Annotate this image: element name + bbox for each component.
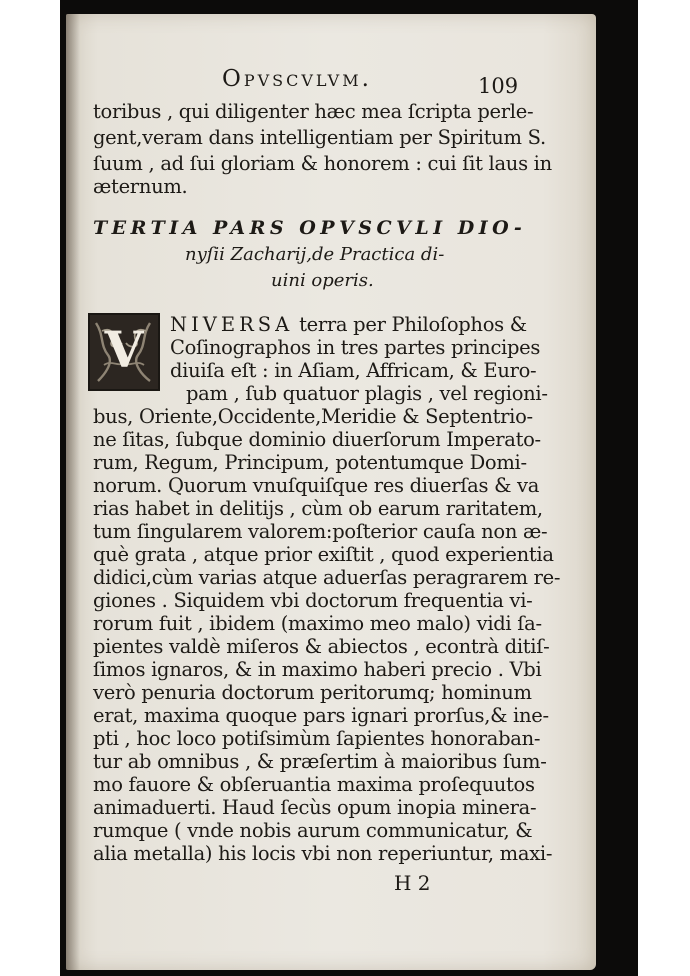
section-heading: TERTIA PARS OPVSCVLI DIO-	[93, 217, 527, 239]
text-line: toribus , qui diligenter hæc mea ſcripta perle-	[93, 100, 534, 123]
text-line: pientes valdè miſeros & abiectos , econtrà ditiſ-	[93, 635, 550, 658]
text-line: norum. Quorum vnuſquiſque res diuerſas & va	[93, 474, 540, 497]
text-line-tail: terra per Philoſophos &	[293, 313, 527, 336]
text-line: ſuum , ad ſui gloriam & honorem : cui ſit laus in	[93, 152, 552, 175]
text-line: bus, Oriente,Occidente,Meridie & Septentrio-	[93, 405, 533, 428]
text-line: rum, Regum, Principum, potentumque Domi-	[93, 451, 527, 474]
text-line: ne ſitas, ſubque dominio diuerſorum Imperato-	[93, 428, 541, 451]
section-heading: nyſii Zacharij,de Practica di-	[185, 244, 445, 265]
text-line: rias habet in delitijs , cùm ob earum raritatem,	[93, 497, 543, 520]
text-line: què grata , atque prior exiſtit , quod experientia	[93, 543, 554, 566]
decorated-initial	[88, 313, 160, 391]
text-line: giones . Siquidem vbi doctorum frequentia vi-	[93, 589, 533, 612]
text-line: verò penuria doctorum peritorumq; hominum	[93, 681, 532, 704]
gutter-shadow	[66, 14, 80, 970]
text-line: ſimos ignaros, & in maximo haberi precio . Vbi	[93, 658, 542, 681]
text-line: tur ab omnibus , & præſertim à maioribus ſum-	[93, 750, 547, 773]
text-line: diuiſa eſt : in Aſiam, Affricam, & Euro-	[170, 359, 537, 382]
text-line	[170, 313, 527, 336]
text-line: tum ſingularem valorem:poſterior cauſa non æ-	[93, 520, 548, 543]
text-line: rumque ( vnde nobis aurum communicatur, &	[93, 819, 533, 842]
text-line: pti , hoc loco potiſsimùm ſapientes honoraban-	[93, 727, 541, 750]
text-line: mo fauore & obſeruantia maxima proſequutos	[93, 773, 535, 796]
svg-text:V: V	[104, 320, 144, 379]
text-line: æternum.	[93, 175, 188, 198]
first-word: NIVERSA	[170, 313, 294, 336]
running-head: Opvscvlvm.	[222, 66, 372, 92]
text-line: rorum fuit , ibidem (maximo meo malo) vidi ſa-	[93, 612, 542, 635]
section-heading: uini operis.	[271, 270, 374, 291]
text-line: gent,veram dans intelligentiam per Spiritum S.	[93, 126, 546, 149]
text-line: alia metalla) his locis vbi non reperiuntur, maxi-	[93, 842, 553, 865]
signature-mark: H 2	[394, 871, 431, 895]
text-line: animaduerti. Haud ſecùs opum inopia minera-	[93, 796, 537, 819]
text-line: erat, maxima quoque pars ignari prorſus,& ine-	[93, 704, 549, 727]
text-line: didici,cùm varias atque aduerſas peragrarem re-	[93, 566, 561, 589]
text-line: Coſinographos in tres partes principes	[170, 336, 541, 359]
decorative-initial-v-icon	[90, 315, 158, 389]
page-number: 109	[478, 74, 519, 98]
text-line: pam , ſub quatuor plagis , vel regioni-	[186, 382, 548, 405]
